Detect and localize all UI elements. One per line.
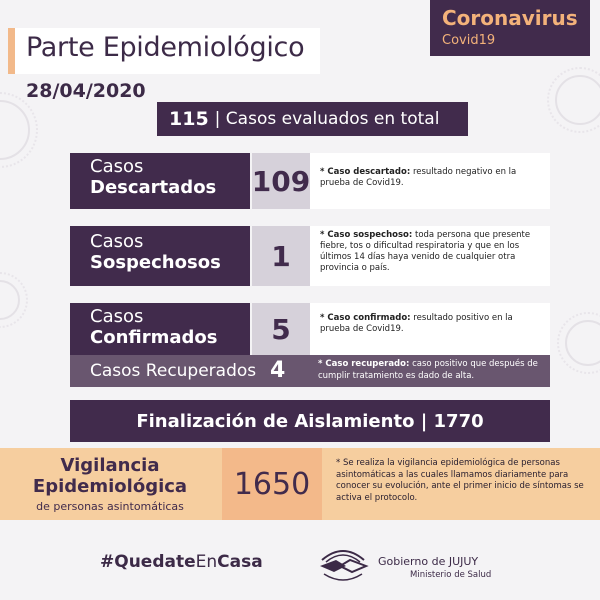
surveillance-value: 1650	[222, 448, 322, 520]
recovered-cases-note	[318, 358, 550, 382]
confirmed-label-top: Casos	[90, 306, 144, 327]
government-name: Gobierno de JUJUY	[378, 555, 479, 568]
suspected-label-bottom: Sospechosos	[90, 252, 221, 273]
coronavirus-badge	[430, 0, 590, 56]
surveillance-subtitle: de personas asintomáticas	[36, 500, 184, 513]
total-cases-value: 115	[169, 108, 209, 130]
total-cases-bar	[157, 102, 468, 136]
confirmed-cases-label	[70, 303, 250, 355]
suspected-note-text: toda persona que presente fiebre, tos o dificultad respiratoria y que en los últimos 14 días haya venido de cualquier otra provincia o país.	[320, 230, 531, 273]
suspected-cases-row	[70, 226, 550, 286]
recovered-cases-value: 4	[270, 358, 286, 383]
discarded-cases-row	[70, 153, 550, 209]
virus-icon	[565, 320, 600, 366]
discarded-label-top: Casos	[90, 156, 144, 177]
page-title: Parte Epidemiológico	[26, 32, 305, 63]
suspected-cases-value: 1	[252, 226, 310, 286]
report-date: 28/04/2020	[26, 80, 146, 102]
handshake-emblem-icon	[312, 540, 374, 590]
recovered-note-text: caso positivo que después de cumplir tratamiento es dado de alta.	[318, 359, 538, 381]
confirmed-cases-value: 5	[252, 303, 310, 355]
virus-icon	[0, 280, 20, 320]
recovered-cases-label: Casos Recuperados	[90, 361, 257, 381]
discarded-label-bottom: Descartados	[90, 177, 217, 198]
surveillance-title-line2: Epidemiológica	[32, 476, 188, 497]
recovered-cases-row	[70, 355, 550, 387]
hashtag-part3: Casa	[217, 552, 263, 572]
surveillance-note: * Se realiza la vigilancia epidemiológica de personas asintomáticas a las cuales llamamos diariamente para conocer su evolución, ante el primer inicio de síntomas se activa el protocolo.	[336, 458, 584, 503]
discarded-cases-label	[70, 153, 250, 209]
total-cases-label: | Casos evaluados en total	[214, 109, 440, 129]
confirmed-note-term: * Caso confirmado:	[320, 313, 411, 323]
hashtag	[100, 552, 263, 572]
virus-icon	[555, 75, 600, 125]
suspected-label-top: Casos	[90, 231, 144, 252]
recovered-note-term: * Caso recuperado:	[318, 359, 410, 369]
isolation-end-bar: Finalización de Aislamiento | 1770	[70, 400, 550, 442]
confirmed-cases-note	[310, 303, 550, 355]
confirmed-label-bottom: Confirmados	[90, 327, 218, 348]
confirmed-note-text: resultado positivo en la prueba de Covid19.	[320, 313, 513, 334]
discarded-note-term: * Caso descartado:	[320, 167, 411, 177]
suspected-cases-label	[70, 226, 250, 286]
surveillance-title-line1: Vigilancia	[60, 455, 160, 476]
suspected-note-term: * Caso sospechoso:	[320, 230, 413, 240]
badge-subtitle: Covid19	[442, 33, 496, 48]
virus-icon	[0, 100, 30, 160]
confirmed-cases-row	[70, 303, 550, 355]
surveillance-section	[0, 448, 600, 520]
government-ministry: Ministerio de Salud	[410, 570, 492, 580]
discarded-cases-note	[310, 153, 550, 209]
discarded-cases-value: 109	[252, 153, 310, 209]
discarded-note-text: resultado negativo en la prueba de Covid19.	[320, 167, 517, 188]
hashtag-part2: En	[195, 552, 218, 572]
title-accent-stripe	[8, 28, 15, 74]
hashtag-part1: #Quedate	[100, 552, 196, 572]
suspected-cases-note	[310, 226, 550, 286]
badge-title: Coronavirus	[442, 6, 578, 30]
